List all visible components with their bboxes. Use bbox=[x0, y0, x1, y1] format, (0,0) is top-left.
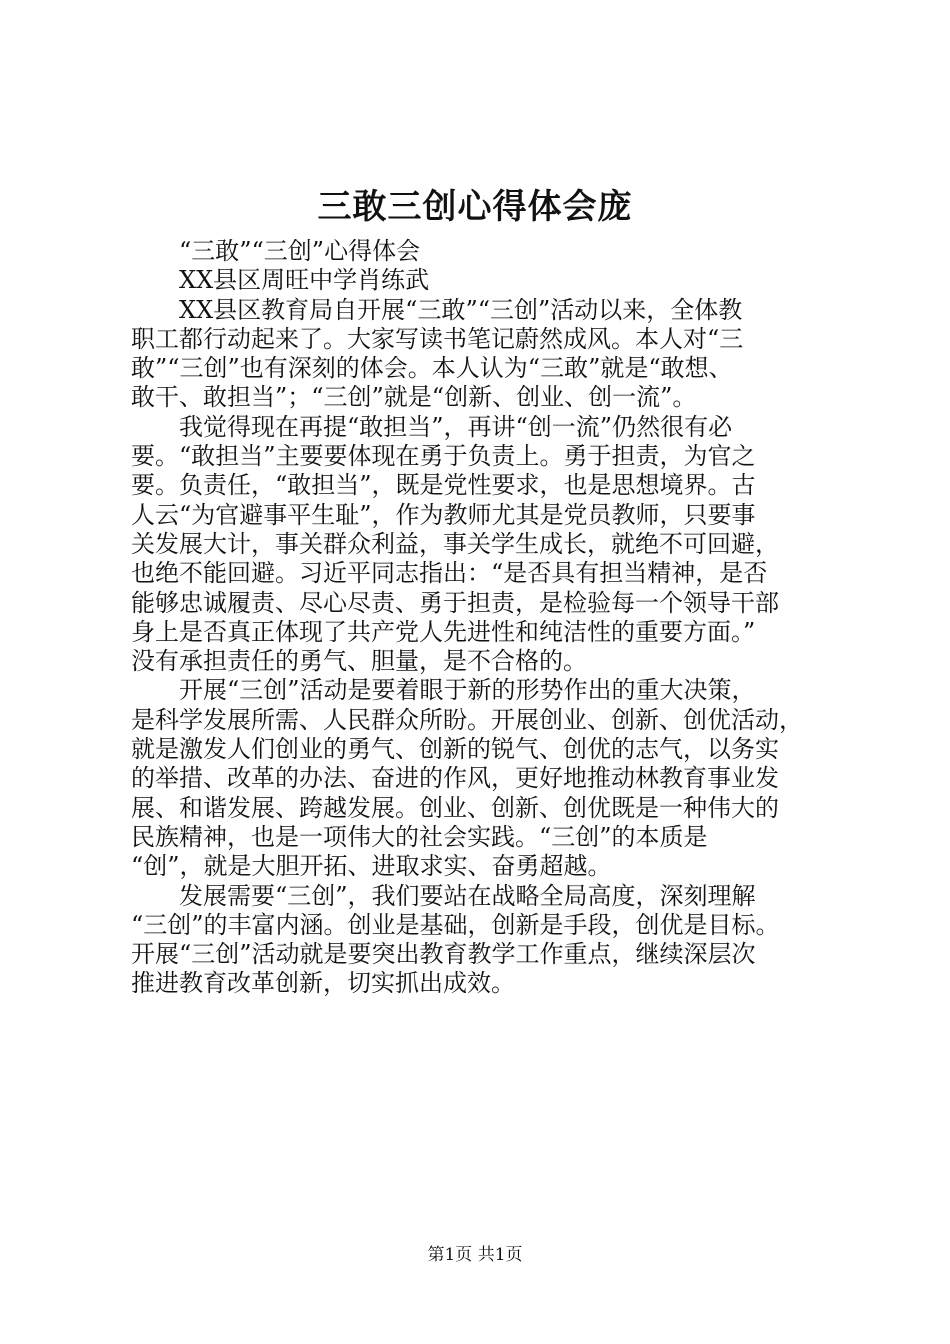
body-line: 展、和谐发展、跨越发展。创业、创新、创优既是一种伟大的 bbox=[131, 793, 779, 822]
body-line: XX县区教育局自开展“三敢”“三创”活动以来，全体教 bbox=[131, 295, 743, 324]
document-body bbox=[131, 237, 831, 999]
document-title: 三敢三创心得体会庞 bbox=[317, 187, 633, 227]
body-line: 要。负责任，“敢担当”，既是党性要求，也是思想境界。古 bbox=[131, 471, 756, 500]
body-line: 我觉得现在再提“敢担当”，再讲“创一流”仍然很有必 bbox=[131, 412, 733, 441]
body-line: 关发展大计，事关群众利益，事关学生成长，就绝不可回避， bbox=[131, 529, 779, 558]
body-line: “创”，就是大胆开拓、进取求实、奋勇超越。 bbox=[131, 852, 612, 881]
body-line: “三创”的丰富内涵。创业是基础，创新是手段，创优是目标。 bbox=[131, 910, 780, 939]
body-line: 开展“三创”活动就是要突出教育教学工作重点，继续深层次 bbox=[131, 940, 756, 969]
body-line: 能够忠诚履责、尽心尽责、勇于担责，是检验每一个领导干部 bbox=[131, 588, 779, 617]
body-line: “三敢”“三创”心得体会 bbox=[131, 237, 421, 265]
body-line: 没有承担责任的勇气、胆量，是不合格的。 bbox=[131, 647, 587, 676]
body-line: 敢”“三创”也有深刻的体会。本人认为“三敢”就是“敢想、 bbox=[131, 354, 733, 383]
body-line: 发展需要“三创”，我们要站在战略全局高度，深刻理解 bbox=[131, 881, 756, 910]
body-line: XX县区周旺中学肖练武 bbox=[131, 266, 430, 295]
body-line: 民族精神，也是一项伟大的社会实践。“三创”的本质是 bbox=[131, 822, 708, 851]
body-line: 开展“三创”活动是要着眼于新的形势作出的重大决策， bbox=[131, 676, 756, 705]
body-line: 身上是否真正体现了共产党人先进性和纯洁性的重要方面。” bbox=[131, 617, 756, 646]
page-number-footer: 第1页 共1页 bbox=[427, 1245, 523, 1265]
body-line: 是科学发展所需、人民群众所盼。开展创业、创新、创优活动， bbox=[131, 705, 803, 734]
body-line: 就是激发人们创业的勇气、创新的锐气、创优的志气，以务实 bbox=[131, 735, 779, 764]
body-line: 职工都行动起来了。大家写读书笔记蔚然成风。本人对“三 bbox=[131, 324, 744, 353]
body-line: 敢干、敢担当”；“三创”就是“创新、创业、创一流”。 bbox=[131, 383, 697, 412]
body-line: 也绝不能回避。习近平同志指出：“是否具有担当精神，是否 bbox=[131, 559, 768, 588]
body-line: 的举措、改革的办法、奋进的作风，更好地推动林教育事业发 bbox=[131, 764, 779, 793]
body-line: 推进教育改革创新，切实抓出成效。 bbox=[131, 969, 515, 998]
body-line: 要。“敢担当”主要要体现在勇于负责上。勇于担责，为官之 bbox=[131, 442, 756, 471]
body-line: 人云“为官避事平生耻”，作为教师尤其是党员教师，只要事 bbox=[131, 500, 756, 529]
